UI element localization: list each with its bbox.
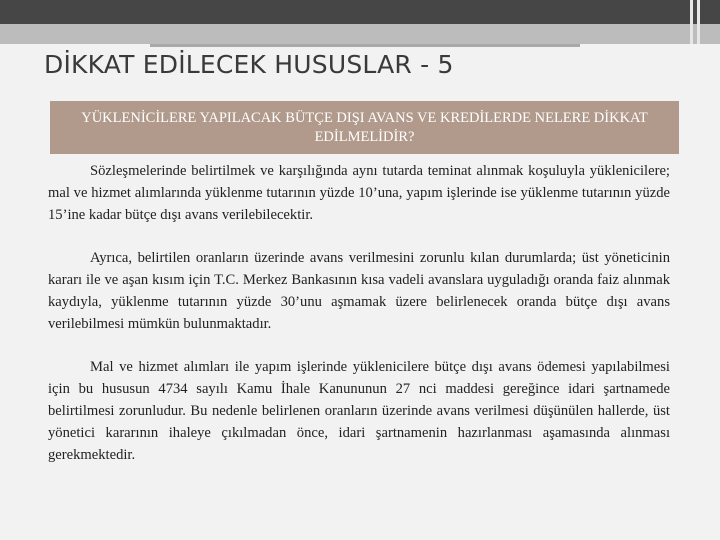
decorative-stripe <box>697 0 700 44</box>
body-paragraph: Sözleşmelerinde belirtilmek ve karşılığında aynı tutarda teminat alınmak koşuluyla yüklenicilere; mal ve hizmet alımlarında yüklenme tutarının yüzde 10’una, yapım işlerinde ise yüklenme tutarının yüzde 15’ine kadar bütçe dışı avans verilebilecektir. <box>48 163 670 223</box>
header-bar-light <box>0 24 720 44</box>
slide-body <box>48 160 670 487</box>
decorative-stripe <box>690 0 693 44</box>
section-banner: YÜKLENİCİLERE YAPILACAK BÜTÇE DIŞI AVANS VE KREDİLERDE NELERE DİKKAT EDİLMELİDİR? <box>50 101 679 154</box>
header-bar-dark <box>0 0 720 24</box>
slide-title: DİKKAT EDİLECEK HUSUSLAR - 5 <box>44 50 454 79</box>
body-paragraph: Ayrıca, belirtilen oranların üzerinde avans verilmesini zorunlu kılan durumlarda; üst yöneticinin kararı ile ve aşan kısım için T.C. Merkez Bankasının kısa vadeli avanslara uyguladığı oranda faiz alınmak kaydıyla, yüklenme tutarının yüzde 30’unu aşmamak üzere belirlenecek oranda bütçe dışı avans verilebilmesi mümkün bulunmaktadır. <box>48 250 670 332</box>
body-paragraph: Mal ve hizmet alımları ile yapım işlerinde yüklenicilere bütçe dışı avans ödemesi yapılabilmesi için bu hususun 4734 sayılı Kamu İhale Kanununun 27 nci maddesi gereğince idari şartnamede belirtilmesi zorunludur. Bu nedenle belirlenen oranların üzerinde avans verilmesi düşünülen hallerde, üst yönetici kararının ihaleye çıkılmadan önce, idari şartnamenin hazırlanması aşamasında alınması gerekmektedir. <box>48 359 670 463</box>
decorative-accent-line <box>150 44 580 47</box>
